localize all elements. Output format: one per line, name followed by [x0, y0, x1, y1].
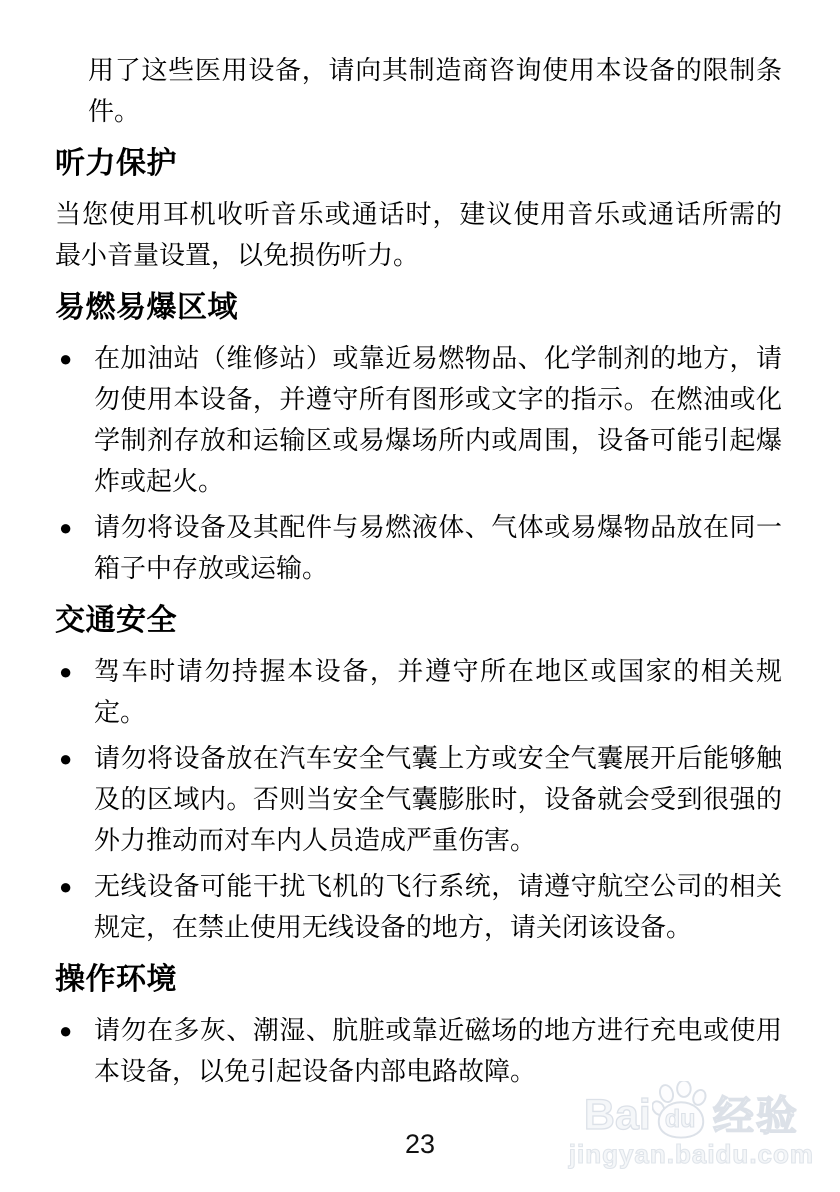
- bullet-dot-icon: ●: [59, 1018, 73, 1043]
- bullet-text: 请勿将设备及其配件与易燃液体、气体或易爆物品放在同一箱子中存放或运输。: [94, 512, 782, 583]
- hearing-protection-paragraph: 当您使用耳机收听音乐或通话时，建议使用音乐或通话所需的最小音量设置，以免损伤听力。: [55, 199, 782, 270]
- bullet-text: 驾车时请勿持握本设备，并遵守所在地区或国家的相关规定。: [94, 656, 782, 727]
- bullet-dot-icon: ●: [59, 346, 73, 371]
- continuation-paragraph: 用了这些医用设备，请向其制造商咨询使用本设备的限制条件。: [88, 55, 782, 126]
- bullet-dot-icon: ●: [59, 874, 73, 899]
- section-heading-flammable-area: 易燃易爆区域: [55, 291, 238, 324]
- watermark-jingyan-text: 经验: [712, 1093, 799, 1139]
- baidu-jingyan-watermark: [569, 1081, 814, 1170]
- bullet-text: 在加油站（维修站）或靠近易燃物品、化学制剂的地方，请勿使用本设备，并遵守所有图形或文字的指示。在燃油或化学制剂存放和运输区或易爆场所内或周围，设备可能引起爆炸或起火。: [94, 343, 782, 496]
- flammable-area-bullet-list: [55, 338, 782, 589]
- operating-environment-bullet-list: [55, 1010, 782, 1092]
- bullet-item: [55, 866, 782, 948]
- baidu-paw-icon: [652, 1081, 710, 1139]
- watermark-bai-text: Bai: [583, 1091, 651, 1139]
- section-heading-traffic-safety: 交通安全: [55, 604, 177, 637]
- bullet-item: [55, 738, 782, 861]
- watermark-url: jingyan.baidu.com: [568, 1139, 814, 1169]
- bullet-text: 请勿将设备放在汽车安全气囊上方或安全气囊展开后能够触及的区域内。否则当安全气囊膨胀时，设备就会受到很强的外力推动而对车内人员造成严重伤害。: [94, 743, 782, 855]
- bullet-item: [55, 507, 782, 589]
- watermark-du-text: du: [664, 1105, 696, 1133]
- bullet-text: 请勿在多灰、潮湿、肮脏或靠近磁场的地方进行充电或使用本设备，以免引起设备内部电路故障。: [94, 1015, 782, 1086]
- section-heading-operating-environment: 操作环境: [55, 963, 177, 996]
- bullet-dot-icon: ●: [59, 746, 73, 771]
- page-number: 23: [404, 1129, 436, 1159]
- bullet-text: 无线设备可能干扰飞机的飞行系统，请遵守航空公司的相关规定，在禁止使用无线设备的地方，请关闭该设备。: [94, 871, 782, 942]
- bullet-dot-icon: ●: [59, 659, 73, 684]
- section-heading-hearing-protection: 听力保护: [55, 147, 177, 180]
- traffic-safety-bullet-list: [55, 651, 782, 948]
- bullet-item: [55, 338, 782, 502]
- bullet-item: [55, 651, 782, 733]
- bullet-item: [55, 1010, 782, 1092]
- bullet-dot-icon: ●: [59, 515, 73, 540]
- watermark-brand-row: [569, 1081, 814, 1137]
